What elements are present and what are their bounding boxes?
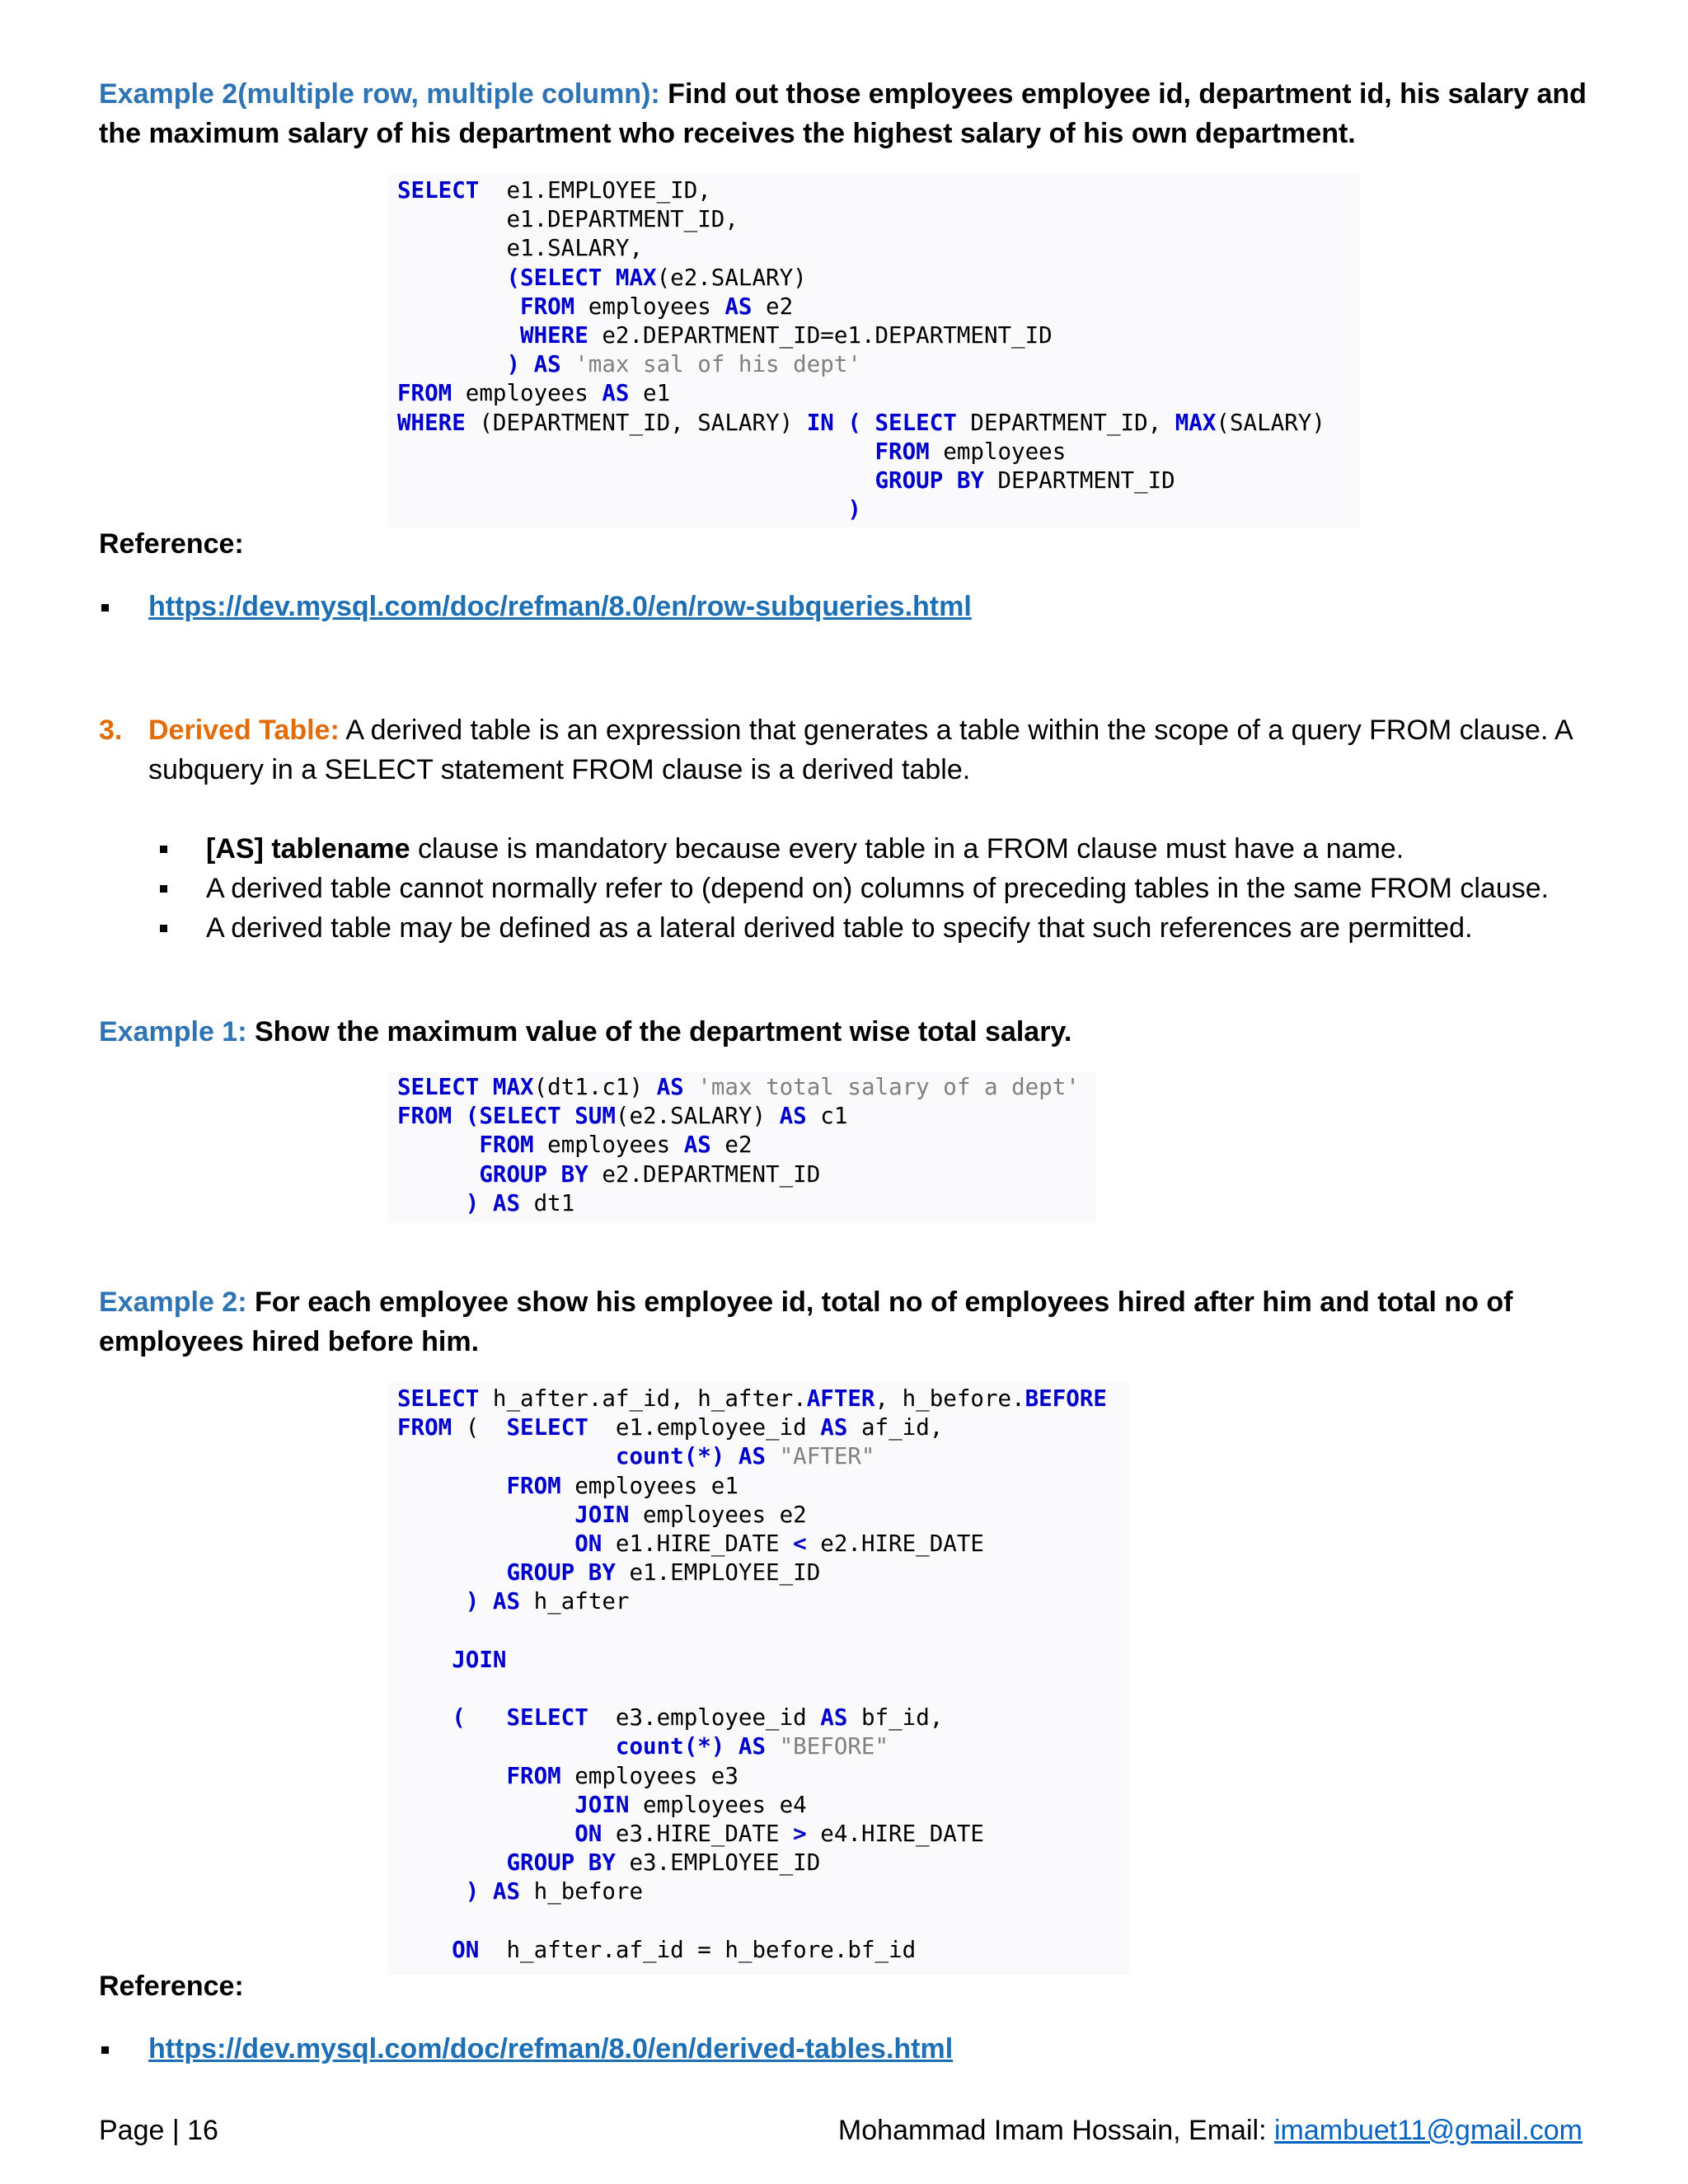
code-text [397, 1132, 479, 1158]
code-text: employees [452, 380, 603, 407]
code-keyword: ) AS [465, 1878, 521, 1905]
code-text: e4.HIRE_DATE [806, 1821, 984, 1848]
code-text: employees e3 [560, 1762, 738, 1789]
example-2b-heading [99, 1282, 1607, 1361]
code-block-3-text [397, 1385, 1107, 1965]
code-text: e2 [710, 1132, 753, 1159]
code-text [397, 1733, 616, 1760]
code-keyword: FROM [874, 438, 930, 465]
code-text: h_after.af_id = h_before.bf_id [479, 1936, 917, 1963]
code-text [397, 1190, 466, 1216]
code-keyword: < [793, 1530, 807, 1558]
code-keyword: MAX [1175, 409, 1217, 436]
code-keyword: > [793, 1821, 807, 1848]
derived-table-bullet [157, 908, 1607, 948]
derived-table-number: 3. [99, 715, 123, 746]
code-keyword: JOIN [452, 1646, 507, 1673]
code-text [397, 1878, 466, 1905]
code-keyword: ON [574, 1821, 603, 1848]
code-keyword: (SELECT SUM [465, 1103, 616, 1130]
code-keyword: AS [820, 1414, 848, 1441]
code-keyword: ) AS [506, 351, 561, 378]
code-text: e1.SALARY, [397, 235, 644, 262]
code-text [397, 1530, 574, 1557]
code-keyword: IN ( SELECT [806, 409, 957, 436]
code-text: (dt1.c1) [533, 1074, 657, 1100]
footer-email-link[interactable]: imambuet11@gmail.com [1273, 2115, 1582, 2146]
code-text: employees e2 [629, 1501, 807, 1528]
code-keyword: FROM [520, 293, 575, 320]
code-text: e1.EMPLOYEE_ID, [479, 177, 711, 204]
code-text [397, 1849, 506, 1876]
code-text [397, 1559, 506, 1586]
code-keyword: FROM [397, 380, 452, 407]
code-text [397, 1937, 452, 1963]
code-text [397, 322, 520, 349]
code-keyword: ) [847, 496, 861, 523]
example-1-text: Show the maximum value of the department wise total salary. [254, 1016, 1072, 1047]
code-keyword: ( SELECT [452, 1704, 588, 1732]
code-text: h_before [520, 1878, 644, 1905]
code-keyword: FROM [506, 1472, 561, 1499]
code-keyword: ON [574, 1530, 603, 1558]
code-keyword: AFTER [806, 1385, 875, 1412]
code-text: bf_id, [847, 1704, 944, 1732]
code-text [397, 293, 520, 320]
example-1-label: Example 1: [99, 1016, 247, 1047]
code-keyword: GROUP BY [506, 1559, 616, 1586]
code-text: (SALARY) [1216, 409, 1325, 436]
reference-2-heading: Reference: [99, 1971, 244, 2002]
code-text: employees [574, 293, 725, 320]
code-text [397, 1763, 506, 1789]
code-keyword: FROM [397, 1414, 452, 1441]
code-block-2 [387, 1071, 1096, 1223]
code-text: ( [452, 1414, 507, 1441]
code-string: 'max total salary of a dept' [697, 1074, 1080, 1100]
reference-1-heading: Reference: [99, 528, 244, 560]
code-text: e1.EMPLOYEE_ID [615, 1559, 821, 1586]
code-text [397, 438, 874, 465]
code-keyword: AS [656, 1074, 684, 1100]
example-1-heading [99, 1012, 1607, 1052]
code-text [684, 1074, 698, 1100]
code-text: e2.HIRE_DATE [806, 1530, 984, 1558]
code-text: DEPARTMENT_ID [983, 467, 1175, 494]
code-keyword: GROUP BY [506, 1849, 616, 1877]
derived-table-bullet [157, 829, 1607, 869]
code-text [397, 1161, 479, 1188]
code-text: e3.HIRE_DATE [602, 1821, 794, 1848]
code-keyword: GROUP BY [874, 467, 984, 494]
code-text [452, 1103, 466, 1129]
code-text: af_id, [847, 1414, 944, 1441]
code-text [397, 496, 847, 523]
code-keyword: BEFORE [1025, 1385, 1107, 1412]
code-text [397, 1473, 506, 1499]
derived-table-paragraph [99, 710, 1607, 790]
code-text: e1.HIRE_DATE [602, 1530, 794, 1558]
footer-author [838, 2111, 1582, 2149]
code-block-2-text [397, 1073, 1080, 1218]
code-keyword: AS [779, 1103, 807, 1130]
bullet-icon [101, 604, 109, 612]
bullet-icon [160, 885, 167, 893]
code-text: e2.DEPARTMENT_ID [588, 1160, 821, 1188]
code-text [397, 1704, 452, 1731]
code-text: c1 [806, 1103, 848, 1130]
code-text [397, 467, 874, 494]
code-keyword: SELECT [397, 1385, 480, 1412]
code-text: e2.DEPARTMENT_ID=e1.DEPARTMENT_ID [588, 322, 1053, 349]
example-2a-text: Find out those employees employee id, department id, his salary and the maximum salary of his department who receives the highest salary of his own department. [99, 78, 1587, 149]
bullet-text: A derived table may be defined as a lateral derived table to specify that such references are permitted. [206, 912, 1473, 944]
bullet-bold-text: [AS] tablename [206, 833, 410, 865]
code-text: DEPARTMENT_ID, [956, 409, 1175, 436]
code-keyword: SELECT [506, 1414, 588, 1441]
code-keyword: FROM [506, 1762, 561, 1789]
code-string: "BEFORE" [779, 1733, 889, 1760]
code-string: 'max sal of his dept' [574, 351, 861, 378]
code-keyword: count(*) AS [615, 1733, 767, 1760]
code-keyword: ON [452, 1936, 480, 1963]
code-keyword: AS [724, 293, 753, 320]
bullet-icon [160, 925, 167, 932]
code-keyword: (SELECT MAX [506, 264, 657, 291]
code-text [397, 265, 506, 291]
bullet-icon [101, 2046, 109, 2054]
code-keyword: ) AS [465, 1189, 521, 1216]
code-text: e3.employee_id [588, 1704, 821, 1732]
code-keyword: WHERE [397, 409, 466, 436]
code-keyword: AS [820, 1704, 848, 1732]
code-text: employees [533, 1132, 684, 1159]
code-text: h_after.af_id, h_after. [479, 1385, 807, 1412]
code-text [397, 351, 506, 377]
code-keyword: count(*) AS [615, 1443, 767, 1470]
derived-table-bullets [157, 829, 1607, 948]
code-keyword: JOIN [574, 1501, 630, 1528]
code-keyword: JOIN [574, 1791, 630, 1818]
bullet-text: clause is mandatory because every table in a FROM clause must have a name. [410, 833, 1404, 865]
bullet-text: A derived table cannot normally refer to (depend on) columns of preceding tables in the same FROM clause. [206, 873, 1550, 904]
code-text [397, 1821, 574, 1847]
code-text: e2 [752, 293, 794, 320]
code-text [766, 1733, 780, 1760]
code-keyword: AS [683, 1132, 711, 1159]
code-keyword: AS [602, 380, 630, 407]
derived-table-label: Derived Table: [148, 715, 340, 746]
example-2a-label: Example 2(multiple row, multiple column): [99, 78, 660, 110]
code-text: , h_before. [874, 1385, 1025, 1412]
code-text: e3.EMPLOYEE_ID [615, 1849, 821, 1877]
code-block-1-text [397, 176, 1325, 524]
code-keyword: FROM [479, 1132, 534, 1159]
code-text [397, 1443, 616, 1469]
derived-table-bullet [157, 869, 1607, 908]
code-text: (e2.SALARY) [656, 264, 807, 291]
code-text: (DEPARTMENT_ID, SALARY) [465, 409, 807, 436]
code-keyword: GROUP BY [479, 1160, 588, 1188]
code-text: e1.DEPARTMENT_ID, [397, 206, 738, 233]
code-text: h_after [520, 1588, 630, 1615]
footer-page-number: Page | 16 [99, 2115, 218, 2146]
code-text: dt1 [520, 1189, 575, 1216]
code-string: "AFTER" [779, 1443, 875, 1470]
code-text: employees e4 [629, 1791, 807, 1818]
code-text: employees e1 [560, 1472, 738, 1499]
example-2b-text: For each employee show his employee id, total no of employees hired after him and total no of employees hired before him. [99, 1286, 1513, 1357]
code-keyword: WHERE [520, 322, 588, 349]
code-text: e1 [629, 380, 671, 407]
code-keyword: ) AS [465, 1588, 521, 1615]
code-keyword: FROM [397, 1103, 452, 1130]
footer-author-text: Mohammad Imam Hossain, Email: [837, 2115, 1274, 2146]
code-text [397, 1588, 466, 1615]
example-2b-label: Example 2: [99, 1286, 247, 1318]
code-block-3 [387, 1383, 1129, 1975]
code-text [561, 351, 575, 377]
reference-2-link[interactable]: https://dev.mysql.com/doc/refman/8.0/en/derived-tables.html [148, 2033, 954, 2064]
code-text: (e2.SALARY) [615, 1103, 780, 1130]
bullet-icon [160, 846, 167, 853]
reference-1-link[interactable]: https://dev.mysql.com/doc/refman/8.0/en/row-subqueries.html [148, 591, 972, 622]
example-2a-heading [99, 74, 1607, 153]
code-keyword: SELECT MAX [397, 1074, 534, 1100]
code-text [397, 1647, 452, 1673]
code-text [766, 1443, 780, 1469]
code-text: e1.employee_id [588, 1414, 821, 1441]
derived-table-text: A derived table is an expression that generates a table within the scope of a query FROM clause. A subquery in a SELECT statement FROM clause is a derived table. [148, 715, 1572, 785]
code-block-1 [387, 175, 1360, 527]
code-text [397, 1502, 574, 1528]
code-text [397, 1792, 574, 1818]
code-keyword: SELECT [397, 177, 480, 204]
code-text: employees [929, 438, 1067, 465]
